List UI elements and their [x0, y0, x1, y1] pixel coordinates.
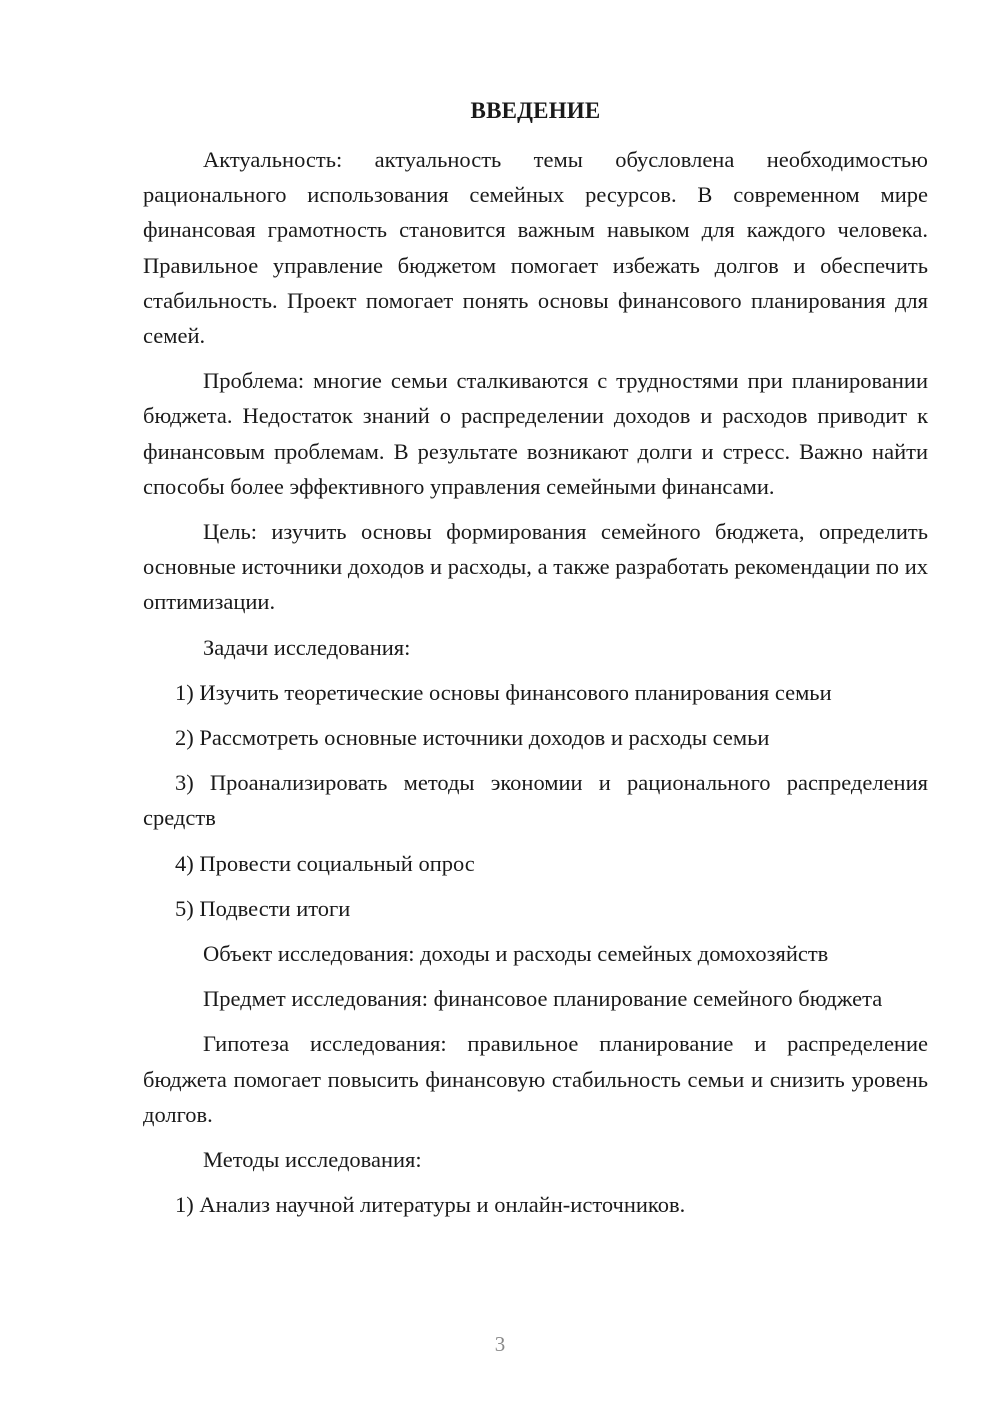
- page-number: 3: [494, 1332, 506, 1356]
- list-item: 1) Анализ научной литературы и онлайн-источников.: [175, 1192, 686, 1218]
- list-item: 1) Изучить теоретические основы финансового планирования семьи: [175, 679, 832, 705]
- paragraph-subject: Предмет исследования: финансовое планирование семейного бюджета: [203, 986, 883, 1012]
- methods-heading: Методы исследования:: [203, 1147, 422, 1173]
- page-title: ВВЕДЕНИЕ: [470, 98, 601, 123]
- document-page: [143, 94, 928, 1232]
- list-item: 2) Рассмотреть основные источники доходов и расходы семьи: [175, 725, 770, 751]
- list-item: 5) Подвести итоги: [175, 895, 351, 921]
- list-item: 3) Проанализировать методы экономии и рационального распределения средств: [143, 770, 928, 831]
- tasks-list: [143, 675, 928, 926]
- paragraph-hypothesis: Гипотеза исследования: правильное планирование и распределение бюджета помогает повысить финансовую стабильность семьи и снизить уровень долгов.: [143, 1031, 928, 1127]
- tasks-heading: Задачи исследования:: [203, 634, 411, 660]
- methods-list: [143, 1187, 928, 1222]
- list-item: 4) Провести социальный опрос: [175, 850, 475, 876]
- paragraph-object: Объект исследования: доходы и расходы семейных домохозяйств: [203, 941, 829, 967]
- paragraph-problem: Проблема: многие семьи сталкиваются с трудностями при планировании бюджета. Недостаток знаний о распределении доходов и расходов приводит к финансовым проблемам. В результате возникают долги и стресс. Важно найти способы более эффективного управления семейными финансами.: [143, 368, 928, 499]
- paragraph-goal: Цель: изучить основы формирования семейного бюджета, определить основные источники доходов и расходы, а также разработать рекомендации по их оптимизации.: [143, 519, 928, 615]
- paragraph-relevance: Актуальность: актуальность темы обусловлена необходимостью рационального использования семейных ресурсов. В современном мире финансовая грамотность становится важным навыком для каждого человека. Правильное управление бюджетом помогает избежать долгов и обеспечить стабильность. Проект помогает понять основы финансового планирования для семей.: [143, 147, 928, 349]
